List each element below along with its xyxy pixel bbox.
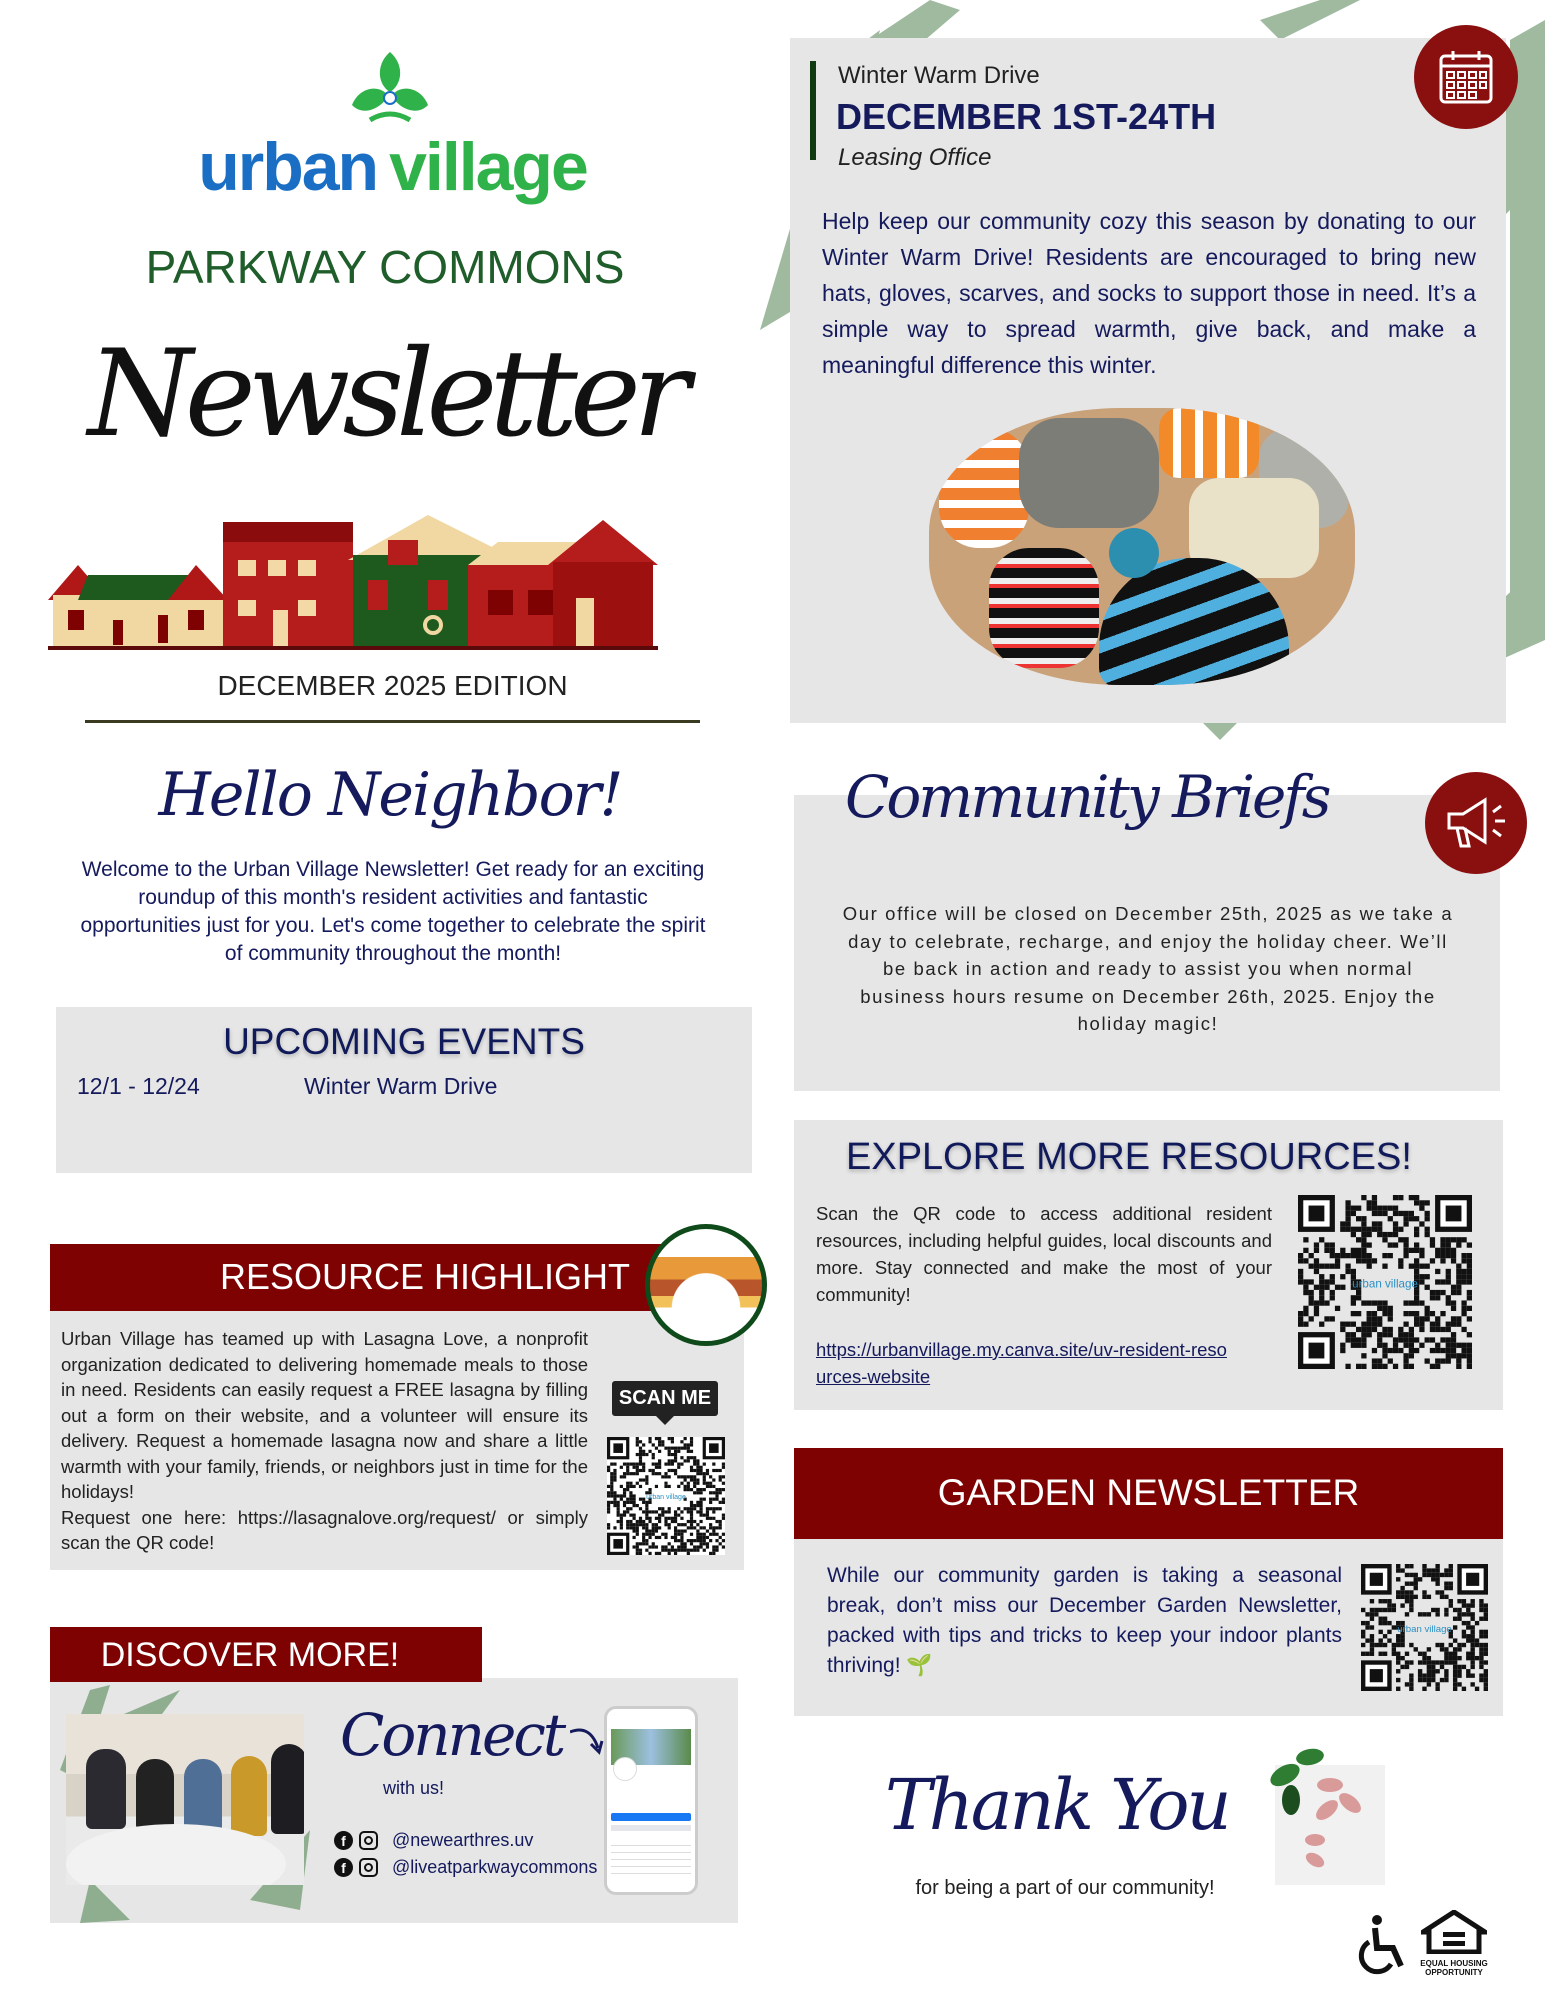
qr-logo-text: urban village bbox=[1397, 1623, 1452, 1635]
instagram-icon[interactable] bbox=[359, 1858, 378, 1877]
social-row-2[interactable] bbox=[334, 1855, 597, 1879]
wordmark-urban: urban bbox=[198, 129, 378, 205]
urban-village-logo-icon bbox=[350, 50, 430, 128]
arrow-icon bbox=[570, 1722, 604, 1758]
equal-housing-logo bbox=[1417, 1910, 1491, 1980]
event-date: 12/1 - 12/24 bbox=[77, 1073, 200, 1099]
resource-highlight-header bbox=[50, 1244, 670, 1311]
request-suffix: or simply scan the QR code! bbox=[61, 1506, 588, 1553]
garden-newsletter-title: GARDEN NEWSLETTER bbox=[937, 1472, 1360, 1513]
winter-drive-label: Winter Warm Drive bbox=[838, 62, 1040, 89]
winter-drive-text: Help keep our community cozy this season by donating to our Winter Warm Drive! Residents are encouraged to bring new hats, gloves, scarves, and socks to support those in need. It’s a simple way to spread warmth, give back, and make a meaningful difference this winter. bbox=[822, 208, 1476, 378]
resource-highlight-text bbox=[61, 1326, 588, 1556]
intro-text: Welcome to the Urban Village Newsletter! Get ready for an exciting roundup of this month's resident activities and fantastic opportunities just for you. Let's come together to celebrate the spirit of community throughout the month! bbox=[80, 858, 706, 965]
property-name: PARKWAY COMMONS bbox=[145, 241, 625, 293]
scan-me-pointer bbox=[656, 1416, 674, 1434]
winter-drive-dates: DECEMBER 1ST-24TH bbox=[836, 96, 1217, 137]
qr-logo-text: urban village bbox=[1352, 1277, 1418, 1291]
wordmark-village: village bbox=[389, 129, 587, 205]
leaves-decoration bbox=[1255, 1745, 1395, 1895]
instagram-icon[interactable] bbox=[359, 1831, 378, 1850]
thank-you-heading: Thank You bbox=[885, 1764, 1229, 1846]
scan-me-badge: SCAN ME bbox=[612, 1381, 718, 1416]
brand-wordmark bbox=[170, 128, 615, 206]
discover-more-header bbox=[50, 1627, 482, 1682]
resource-highlight-body: Urban Village has teamed up with Lasagna Love, a nonprofit organization dedicated to delivering homemade meals to those in need. Residents can easily request a FREE lasagna by filling out a form on their website, and a volunteer will ensure its delivery. Request a homemade lasagna now and share a little warmth with your family, friends, or neighbors just in time for the holidays! bbox=[61, 1328, 588, 1502]
garden-newsletter-header bbox=[794, 1448, 1503, 1539]
request-prefix: Request one here: bbox=[61, 1506, 227, 1528]
garden-newsletter-panel bbox=[794, 1539, 1503, 1716]
social-handle[interactable]: @newearthres.uv bbox=[392, 1829, 534, 1850]
thank-you-subtitle: for being a part of our community! bbox=[915, 1877, 1215, 1899]
resources-website-link[interactable]: https://urbanvillage.my.canva.site/uv-resident-resources-website bbox=[816, 1339, 1227, 1387]
phone-mockup bbox=[604, 1706, 698, 1895]
qr-code-lasagna[interactable] bbox=[607, 1437, 725, 1555]
qr-logo-text: urban village bbox=[646, 1494, 686, 1502]
event-name: Winter Warm Drive bbox=[304, 1073, 498, 1099]
community-briefs-text: Our office will be closed on December 25th, 2025 as we take a day to celebrate, recharge, and enjoy the holiday cheer. We’ll be back in action and ready to assist you when normal business hours resume on December 26th, 2025. Enjoy the holiday magic! bbox=[842, 903, 1454, 1034]
equal-housing-text: EQUAL HOUSING OPPORTUNITY bbox=[1420, 1959, 1488, 1977]
community-briefs-heading: Community Briefs bbox=[845, 763, 1329, 831]
discover-more-title: DISCOVER MORE! bbox=[100, 1636, 400, 1674]
winter-accessories-image bbox=[929, 408, 1355, 685]
megaphone-icon bbox=[1425, 772, 1527, 874]
qr-code-garden[interactable] bbox=[1361, 1564, 1488, 1691]
divider bbox=[85, 720, 700, 723]
upcoming-events-title: UPCOMING EVENTS bbox=[223, 1021, 585, 1062]
residents-photo bbox=[66, 1714, 304, 1885]
upcoming-events-panel bbox=[56, 1007, 752, 1173]
connect-heading: Connect bbox=[340, 1701, 564, 1769]
resource-highlight-title: RESOURCE HIGHLIGHT bbox=[219, 1256, 630, 1297]
social-row-1[interactable] bbox=[334, 1828, 533, 1852]
social-handle[interactable]: @liveatparkwaycommons bbox=[392, 1856, 598, 1877]
explore-resources-title: EXPLORE MORE RESOURCES! bbox=[846, 1136, 1412, 1178]
lasagna-love-link[interactable]: https://lasagnalove.org/request/ bbox=[226, 1506, 496, 1528]
garden-newsletter-text: While our community garden is taking a seasonal break, don’t miss our December Garden Newsletter, packed with tips and tricks to keep your indoor plants thriving! 🌱 bbox=[827, 1564, 1342, 1677]
winter-drive-location: Leasing Office bbox=[838, 144, 992, 171]
qr-code-resources[interactable] bbox=[1298, 1195, 1472, 1369]
connect-with-us: with us! bbox=[383, 1778, 445, 1798]
hello-neighbor-heading: Hello Neighbor! bbox=[158, 760, 622, 830]
newsletter-title: Newsletter bbox=[87, 325, 683, 464]
facebook-icon[interactable]: f bbox=[334, 1831, 353, 1850]
calendar-icon bbox=[1414, 25, 1518, 129]
edition-label: DECEMBER 2025 EDITION bbox=[217, 670, 568, 701]
explore-resources-text: Scan the QR code to access additional resident resources, including helpful guides, local discounts and more. Stay connected and make the most of your community! bbox=[816, 1203, 1272, 1305]
explore-resources-panel bbox=[794, 1120, 1503, 1410]
accessibility-icon bbox=[1355, 1914, 1411, 1976]
lasagna-image bbox=[645, 1224, 767, 1346]
facebook-icon[interactable]: f bbox=[334, 1858, 353, 1877]
houses-illustration bbox=[48, 510, 708, 650]
accent-bar bbox=[810, 61, 816, 160]
